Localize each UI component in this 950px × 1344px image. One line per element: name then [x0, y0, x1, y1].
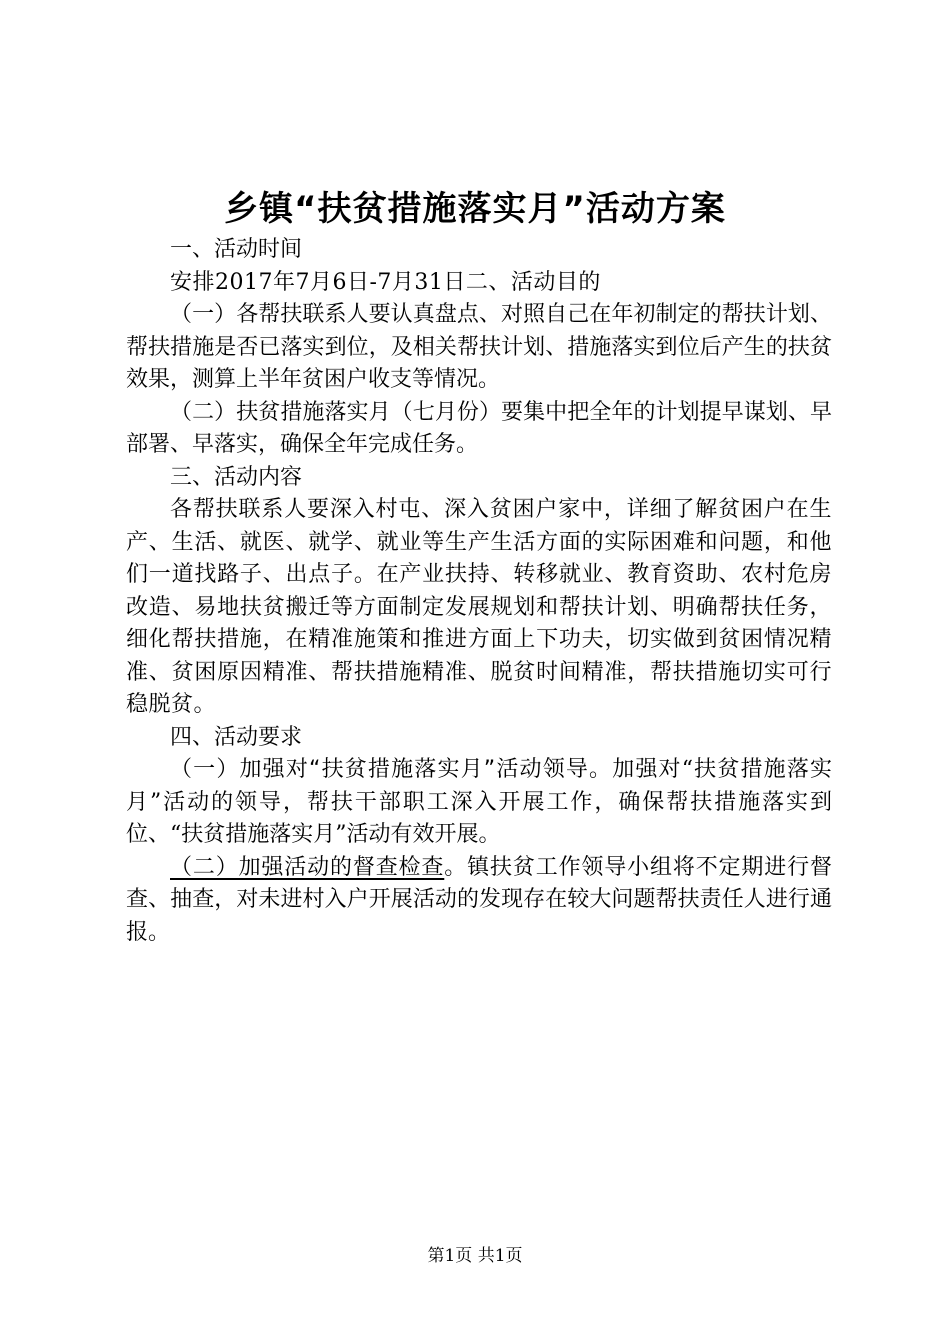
- requirement-1-paragraph: [126, 754, 832, 852]
- goal-2-paragraph: （二）扶贫措施落实月（七月份）要集中把全年的计划提早谋划、早部署、早落实，确保全年完成任务。: [126, 399, 832, 457]
- requirement-1-heading: （一）加强对“扶贫措施落实月”活动领导。: [170, 757, 613, 782]
- goal-1-paragraph: （一）各帮扶联系人要认真盘点、对照自己在年初制定的帮扶计划、帮扶措施是否已落实到位，及相关帮扶计划、措施落实到位后产生的扶贫效果，测算上半年贫困户收支等情况。: [126, 302, 832, 392]
- section1-text: 安排2017年7月6日-7月31日二、活动目的: [170, 269, 601, 295]
- requirement-2-text: 镇扶贫工作领导小组将不定期进行督查、抽查，对未进村入户开展活动的发现存在较大问题帮扶责任人进行通报。: [126, 854, 832, 945]
- section4-heading: 四、活动要求: [170, 724, 303, 750]
- requirement-2-heading: （二）加强活动的督查检查: [170, 854, 445, 880]
- document-body: [126, 234, 832, 949]
- document-title: 乡镇“扶贫措施落实月”活动方案: [224, 189, 726, 229]
- requirement-1-text: 加强对“扶贫措施落实月”活动的领导，帮扶干部职工深入开展工作，确保帮扶措施落实到位、“扶贫措施落实月”活动有效开展。: [126, 757, 833, 847]
- requirement-2-paragraph: [126, 852, 832, 950]
- section3-heading: 三、活动内容: [170, 464, 303, 490]
- requirement-2-period: 。: [444, 854, 468, 880]
- section1-heading: 一、活动时间: [170, 237, 303, 262]
- page-footer: 第1页 共1页: [427, 1246, 523, 1266]
- section3-paragraph: 各帮扶联系人要深入村屯、深入贫困户家中，详细了解贫困户在生产、生活、就医、就学、就业等生产生活方面的实际困难和问题，和他们一道找路子、出点子。在产业扶持、转移就业、教育资助、农村危房改造、易地扶贫搬迁等方面制定发展规划和帮扶计划、明确帮扶任务，细化帮扶措施，在精准施策和推进方面上下功夫，切实做到贫困情况精准、贫困原因精准、帮扶措施精准、脱贫时间精准，帮扶措施切实可行稳脱贫。: [126, 497, 832, 717]
